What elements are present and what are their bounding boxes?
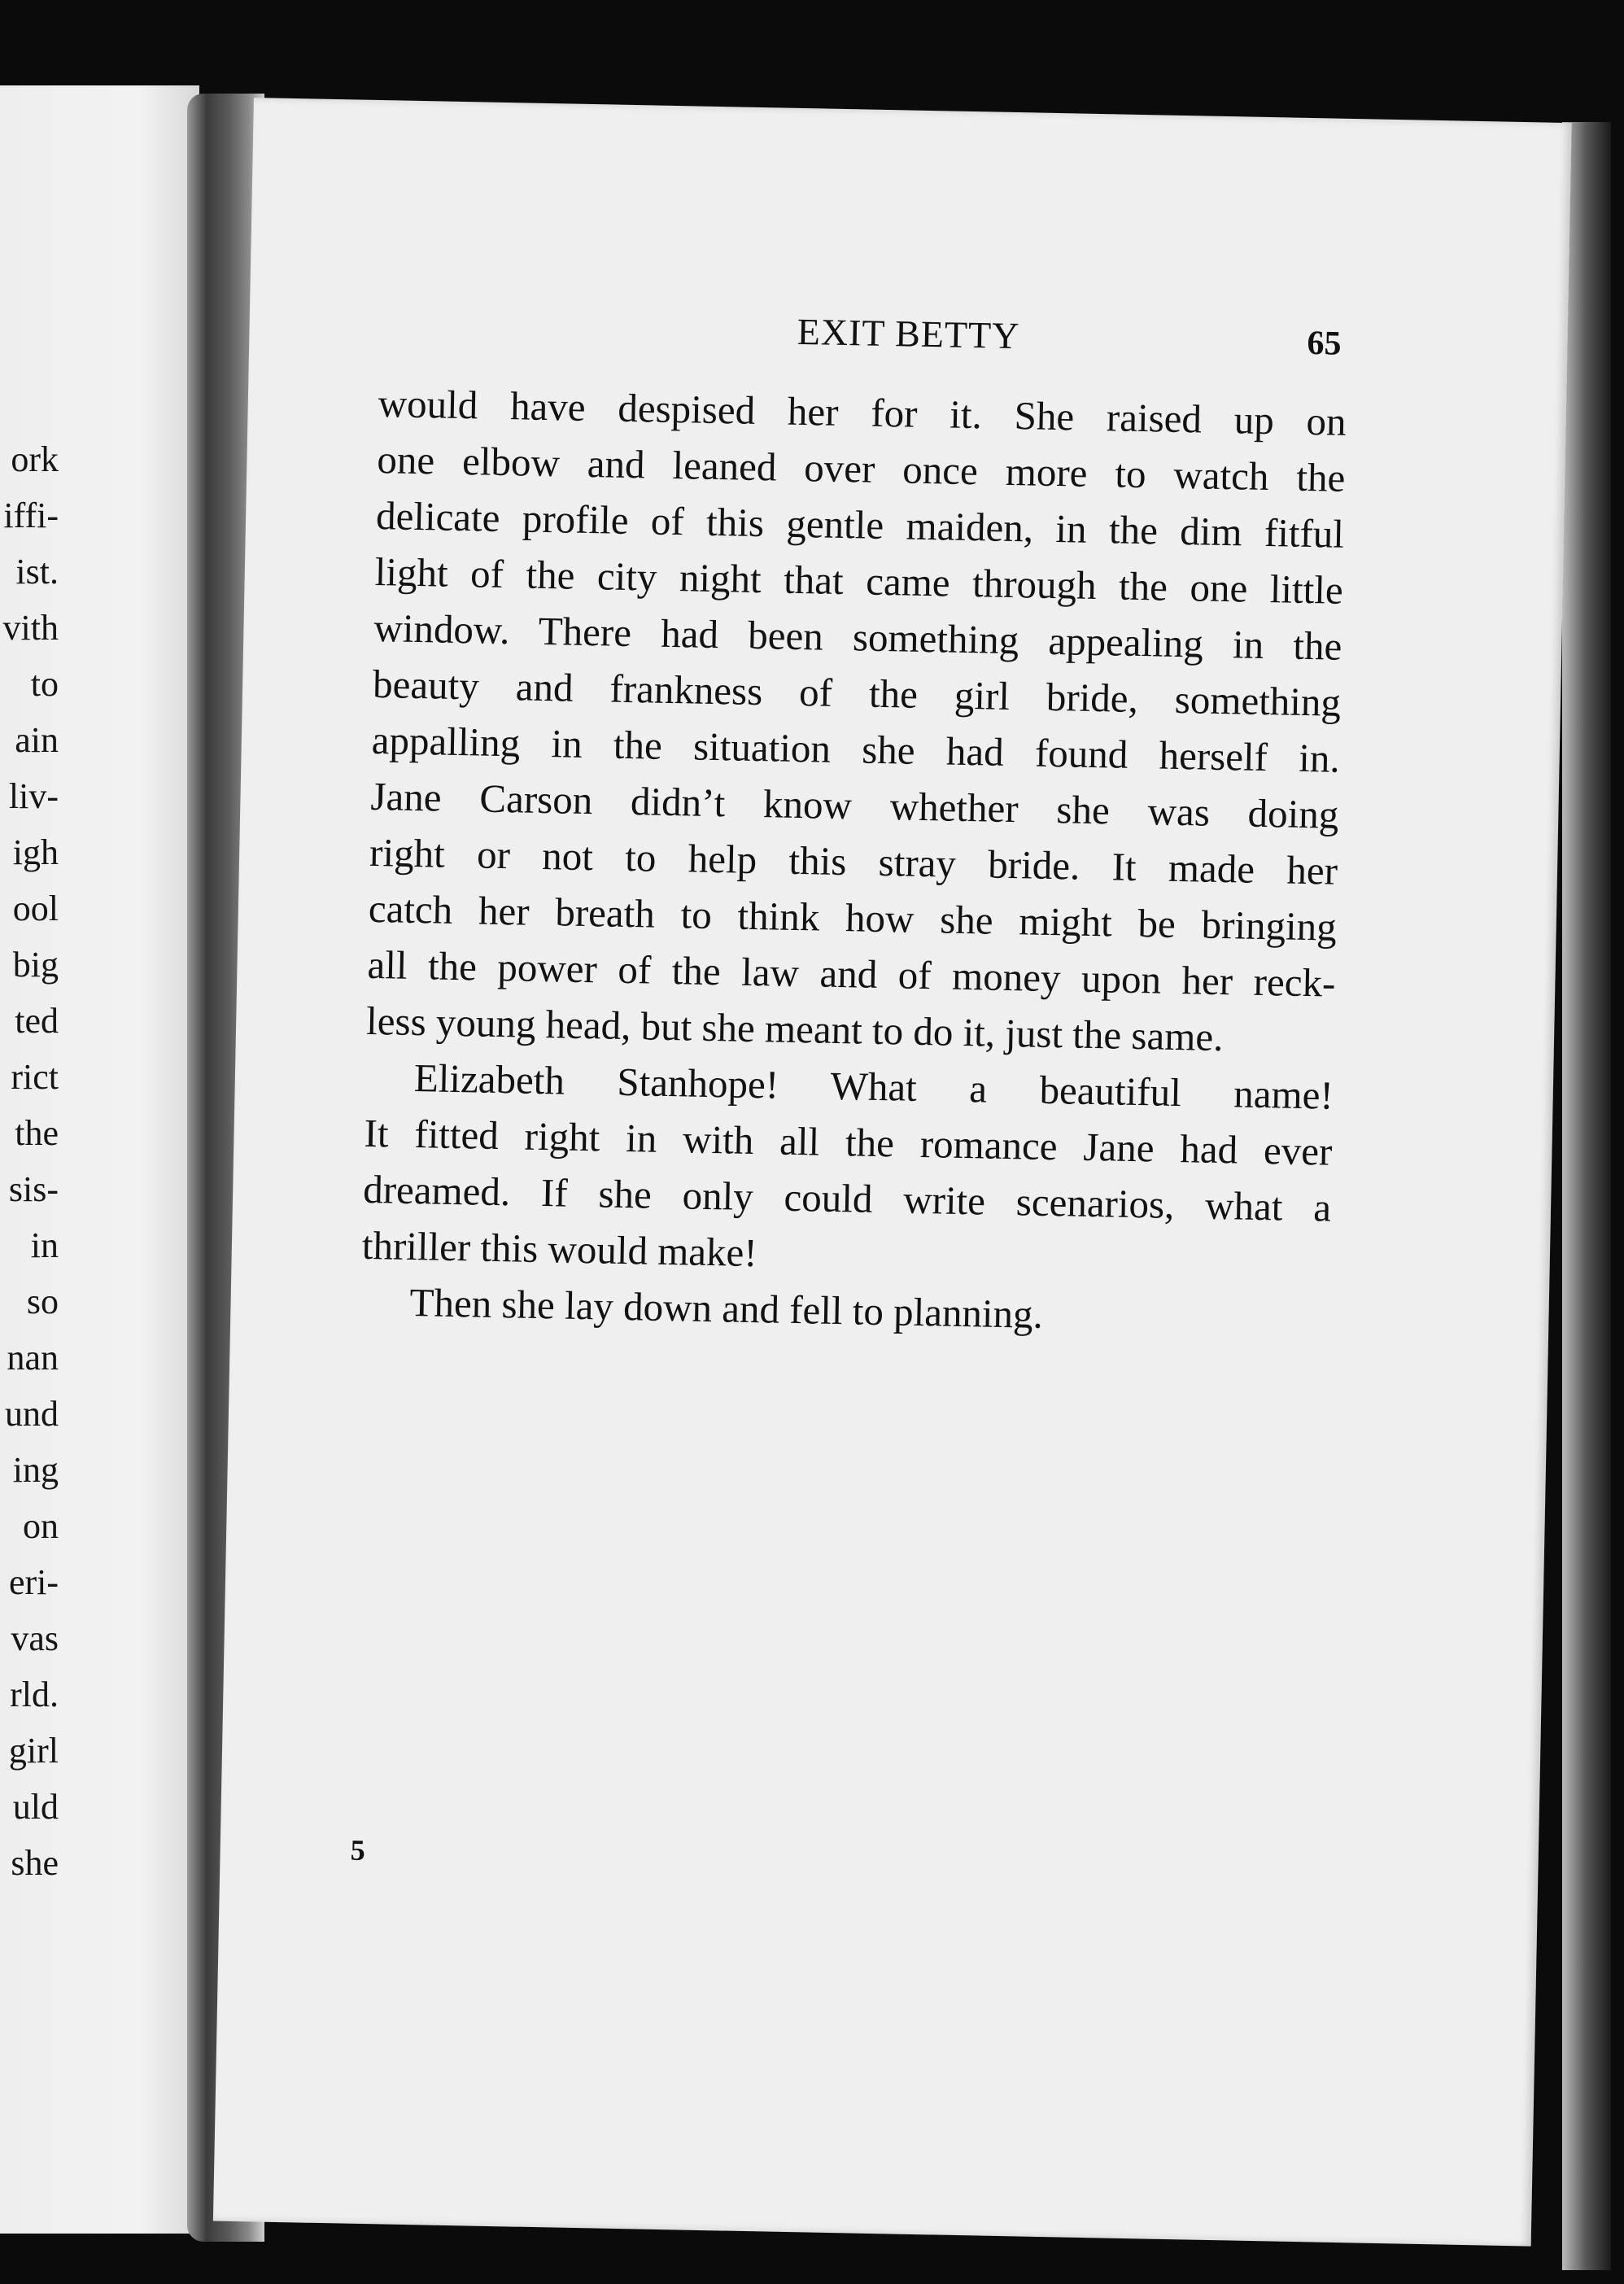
facing-page-line: big xyxy=(12,945,59,985)
facing-page-line: ted xyxy=(15,1001,59,1041)
text-line: dreamed. If she only could write scenarios, what a xyxy=(362,1166,1332,1230)
signature-mark: 5 xyxy=(350,1833,366,1867)
text-line: beauty and frankness of the girl bride, something xyxy=(372,661,1342,725)
facing-page-line: vith xyxy=(2,608,59,648)
facing-page-line: ork xyxy=(11,439,59,479)
text-line: all the power of the law and of money upon her reck- xyxy=(367,941,1336,1006)
text-line: window. There had been something appealing in the xyxy=(373,605,1342,669)
page-body-text xyxy=(360,375,1347,1348)
facing-page-line: ool xyxy=(12,889,59,928)
facing-page-line: so xyxy=(26,1282,59,1321)
facing-page-line: ist. xyxy=(15,552,59,592)
text-line: delicate profile of this gentle maiden, in the dim fitful xyxy=(375,492,1345,557)
facing-page-line: to xyxy=(30,664,59,704)
facing-page-left xyxy=(0,85,199,2234)
facing-page-line: iffi- xyxy=(3,496,59,535)
text-line: right or not to help this stray bride. It made her xyxy=(369,829,1338,893)
facing-page-line: the xyxy=(15,1113,59,1153)
facing-page-line: sis- xyxy=(8,1169,59,1209)
text-line: catch her breath to think how she might be bringing xyxy=(368,885,1338,950)
text-line: It fitted right in with all the romance Jane had ever xyxy=(364,1110,1333,1174)
facing-page-line: eri- xyxy=(8,1562,59,1602)
facing-page-line: she xyxy=(11,1843,59,1883)
book-page xyxy=(213,98,1572,2247)
facing-page-line: rld. xyxy=(10,1675,59,1714)
facing-page-line: rict xyxy=(11,1057,59,1097)
facing-page-line: und xyxy=(5,1394,59,1434)
facing-page-text xyxy=(0,431,59,1891)
facing-page-line: liv- xyxy=(8,776,59,816)
facing-page-line: girl xyxy=(8,1731,59,1771)
facing-page-line: nan xyxy=(7,1338,59,1378)
facing-page-line: ain xyxy=(15,720,59,760)
text-line: less young head, but she meant to do it, just the same. xyxy=(365,998,1224,1060)
facing-page-line: vas xyxy=(11,1618,59,1658)
text-line: light of the city night that came through the one little xyxy=(374,548,1344,613)
page-number: 65 xyxy=(1307,324,1342,363)
facing-page-line: uld xyxy=(12,1787,59,1827)
text-line: would have despised her for it. She raised up on xyxy=(378,381,1347,444)
running-head: EXIT BETTY xyxy=(797,310,1020,357)
text-line: one elbow and leaned over once more to watch the xyxy=(376,436,1346,500)
text-line: Then she lay down and fell to planning. xyxy=(409,1279,1044,1337)
text-line: Elizabeth Stanhope! What a beautiful name! xyxy=(413,1055,1334,1118)
text-line: appalling in the situation she had found herself in. xyxy=(371,717,1341,781)
facing-page-line: on xyxy=(23,1506,59,1546)
facing-page-line: ing xyxy=(12,1450,59,1490)
text-line: thriller this would make! xyxy=(361,1222,758,1276)
page-edge-shadow xyxy=(1562,122,1611,2270)
facing-page-line: igh xyxy=(12,832,59,872)
facing-page-line: in xyxy=(30,1225,59,1265)
text-line: Jane Carson didn’t know whether she was doing xyxy=(370,773,1339,837)
